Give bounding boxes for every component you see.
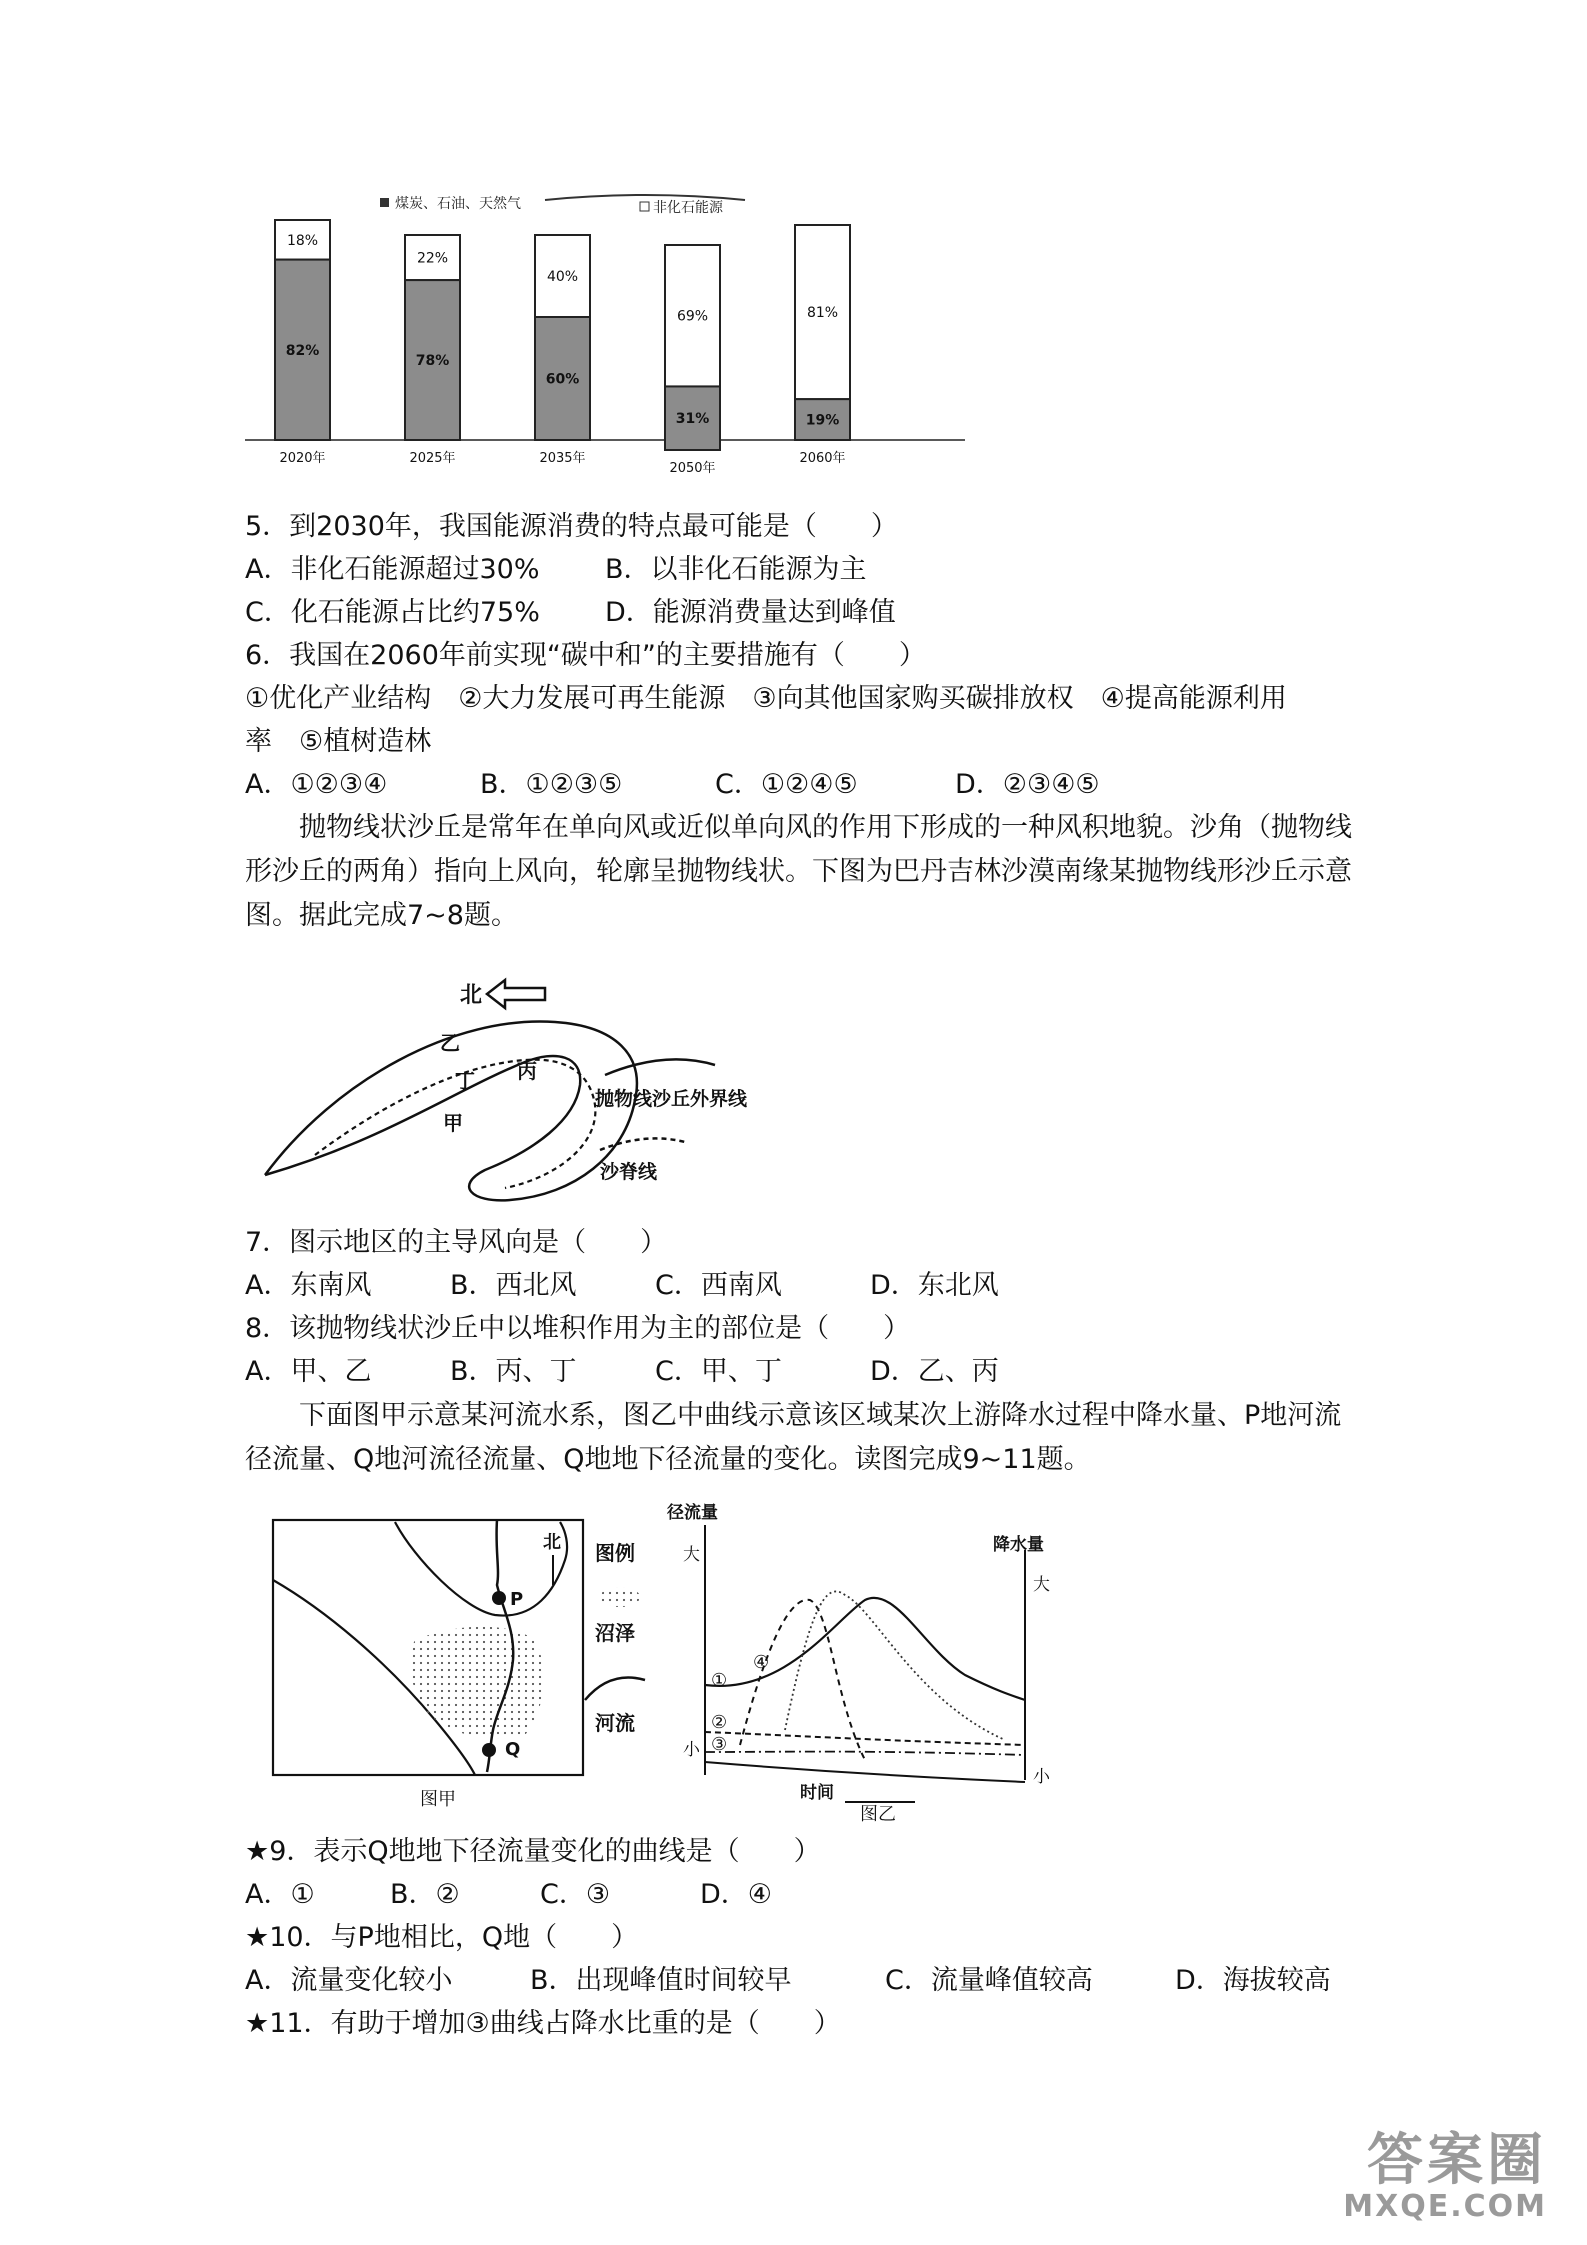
bar-category-label-1: 2025年 [409, 451, 456, 466]
bar-category-label-3: 2050年 [669, 461, 716, 476]
legend-outer-label: 抛物线沙丘外界线 [595, 1088, 748, 1110]
curve-rain [785, 1591, 1005, 1740]
legend-river-label: 河流 [595, 1711, 635, 1735]
curve-3 [705, 1752, 1025, 1755]
q5-option-a[interactable]: A．非化石能源超过30% [245, 554, 540, 585]
q9-option-d[interactable]: D．④ [700, 1879, 772, 1910]
q9-option-b[interactable]: B．② [390, 1879, 460, 1910]
watermark-logo: 答案圈 [1367, 2128, 1547, 2193]
dune-label-yi: 乙 [440, 1031, 460, 1055]
q8-option-d[interactable]: D．乙、丙 [870, 1356, 999, 1387]
legend-swamp-label: 沼泽 [595, 1621, 635, 1645]
q5-stem: 5．到2030年，我国能源消费的特点最可能是（ ） [245, 511, 898, 542]
bar-nonfossil-label-3: 69% [676, 308, 709, 325]
q8-option-c[interactable]: C．甲、丁 [655, 1356, 782, 1387]
point-p-marker [492, 1591, 506, 1605]
energy-chart-svg [245, 190, 965, 500]
q6-option-c[interactable]: C．①②④⑤ [715, 769, 858, 800]
hydro-x-label: 时间 [800, 1783, 834, 1803]
q8-option-b[interactable]: B．丙、丁 [450, 1356, 577, 1387]
bar-fossil-label-2: 60% [545, 371, 580, 388]
bar-nonfossil-label-0: 18% [286, 232, 319, 249]
q5-option-d[interactable]: D．能源消费量达到峰值 [605, 597, 896, 628]
dune-label-jia: 甲 [443, 1111, 463, 1135]
q6-stem: 6．我国在2060年前实现“碳中和”的主要措施有（ ） [245, 640, 926, 671]
dune-label-bing: 丙 [517, 1059, 537, 1083]
q10-option-a[interactable]: A．流量变化较小 [245, 1965, 453, 1996]
curve-4-label: ④ [753, 1652, 770, 1673]
hydro-small-right: 小 [1033, 1767, 1050, 1787]
q10-option-c[interactable]: C．流量峰值较高 [885, 1965, 1093, 1996]
legend-nonfossil-label: 非化石能源 [653, 200, 723, 216]
bar-fossil-label-4: 19% [805, 412, 840, 429]
bar-nonfossil-label-1: 22% [416, 250, 449, 267]
hydro-y-right-label: 降水量 [993, 1535, 1044, 1555]
hydro-big-left: 大 [683, 1545, 700, 1565]
legend-outer-line [605, 1059, 715, 1075]
q8-option-a[interactable]: A．甲、乙 [245, 1356, 372, 1387]
q6-option-a[interactable]: A．①②③④ [245, 769, 388, 800]
point-q-label: Q [505, 1739, 521, 1760]
map-boundary-top [395, 1522, 567, 1616]
q8-stem: 8．该抛物线状沙丘中以堆积作用为主的部位是（ ） [245, 1313, 911, 1344]
legend-river-swatch [585, 1678, 645, 1701]
curve-3-label: ③ [711, 1734, 728, 1755]
point-q-marker [482, 1743, 496, 1757]
river-figure [265, 1500, 1085, 1830]
caption-a: 图甲 [420, 1789, 456, 1810]
q6-items-line2: 率 ⑤植树造林 [245, 726, 432, 757]
bar-fossil-label-3: 31% [675, 411, 710, 428]
legend-swamp-swatch [600, 1587, 640, 1607]
q7-option-d[interactable]: D．东北风 [870, 1270, 999, 1301]
q9-option-a[interactable]: A．① [245, 1879, 315, 1910]
q7-stem: 7．图示地区的主导风向是（ ） [245, 1227, 668, 1258]
q9-stem: ★9．表示Q地地下径流量变化的曲线是（ ） [245, 1836, 821, 1867]
bar-fossil-label-1: 78% [415, 353, 450, 370]
q5-option-c[interactable]: C．化石能源占比约75% [245, 597, 540, 628]
curve-2 [705, 1732, 1025, 1745]
curve-1-label: ① [711, 1670, 728, 1691]
q10-option-b[interactable]: B．出现峰值时间较早 [530, 1965, 792, 1996]
q7-option-b[interactable]: B．西北风 [450, 1270, 577, 1301]
dune-label-ding: 丁 [455, 1069, 475, 1093]
parabolic-dune-figure [255, 960, 815, 1220]
river-legend-title: 图例 [595, 1541, 635, 1565]
q5-option-b[interactable]: B．以非化石能源为主 [605, 554, 867, 585]
curve-2-label: ② [711, 1712, 728, 1733]
bar-nonfossil-label-4: 81% [806, 305, 839, 322]
bar-category-label-4: 2060年 [799, 451, 846, 466]
legend-fossil-swatch [380, 198, 389, 207]
curve-1 [705, 1598, 1025, 1700]
legend-nonfossil-swatch [640, 202, 649, 211]
energy-structure-chart [245, 190, 965, 500]
dune-north-label: 北 [460, 983, 483, 1008]
q7-option-c[interactable]: C．西南风 [655, 1270, 782, 1301]
point-p-label: P [510, 1589, 524, 1610]
hydro-small-left: 小 [683, 1740, 700, 1760]
north-arrow-icon [487, 980, 545, 1008]
river-svg [265, 1500, 1085, 1830]
hydro-x-axis [705, 1762, 1025, 1782]
intro-9-11: 下面图甲示意某河流水系，图乙中曲线示意该区域某次上游降水过程中降水量、P地河流径流量、Q地河流径流量、Q地地下径流量的变化。读图完成9~11题。 [245, 1400, 1342, 1475]
dune-svg [255, 960, 815, 1220]
hydro-big-right: 大 [1033, 1575, 1050, 1595]
q7-option-a[interactable]: A．东南风 [245, 1270, 372, 1301]
legend-fossil-label: 煤炭、石油、天然气 [395, 196, 521, 212]
bar-category-label-2: 2035年 [539, 451, 586, 466]
watermark [1343, 2128, 1547, 2224]
q6-items-line1: ①优化产业结构 ②大力发展可再生能源 ③向其他国家购买碳排放权 ④提高能源利用 [245, 683, 1287, 714]
q10-option-d[interactable]: D．海拔较高 [1175, 1965, 1331, 1996]
q6-option-d[interactable]: D．②③④⑤ [955, 769, 1100, 800]
bar-category-label-0: 2020年 [279, 451, 326, 466]
bar-fossil-label-0: 82% [285, 342, 320, 359]
map-north-label: 北 [543, 1532, 561, 1553]
watermark-url: MXQE.COM [1343, 2189, 1547, 2224]
q10-stem: ★10．与P地相比，Q地（ ） [245, 1922, 639, 1953]
q6-option-b[interactable]: B．①②③⑤ [480, 769, 623, 800]
caption-b: 图乙 [860, 1804, 896, 1825]
q9-option-c[interactable]: C．③ [540, 1879, 611, 1910]
bar-nonfossil-label-2: 40% [546, 269, 579, 285]
swamp-area [410, 1627, 544, 1739]
curve-4 [740, 1600, 865, 1760]
q11-stem: ★11．有助于增加③曲线占降水比重的是（ ） [245, 2008, 841, 2039]
legend-ridge-label: 沙脊线 [600, 1161, 658, 1183]
intro-7-8: 抛物线状沙丘是常年在单向风或近似单向风的作用下形成的一种风积地貌。沙角（抛物线形沙丘的两角）指向上风向，轮廓呈抛物线状。下图为巴丹吉林沙漠南缘某抛物线形沙丘示意图。据此完成7~8题。 [245, 812, 1352, 931]
hydro-y-left-label: 径流量 [667, 1503, 718, 1523]
